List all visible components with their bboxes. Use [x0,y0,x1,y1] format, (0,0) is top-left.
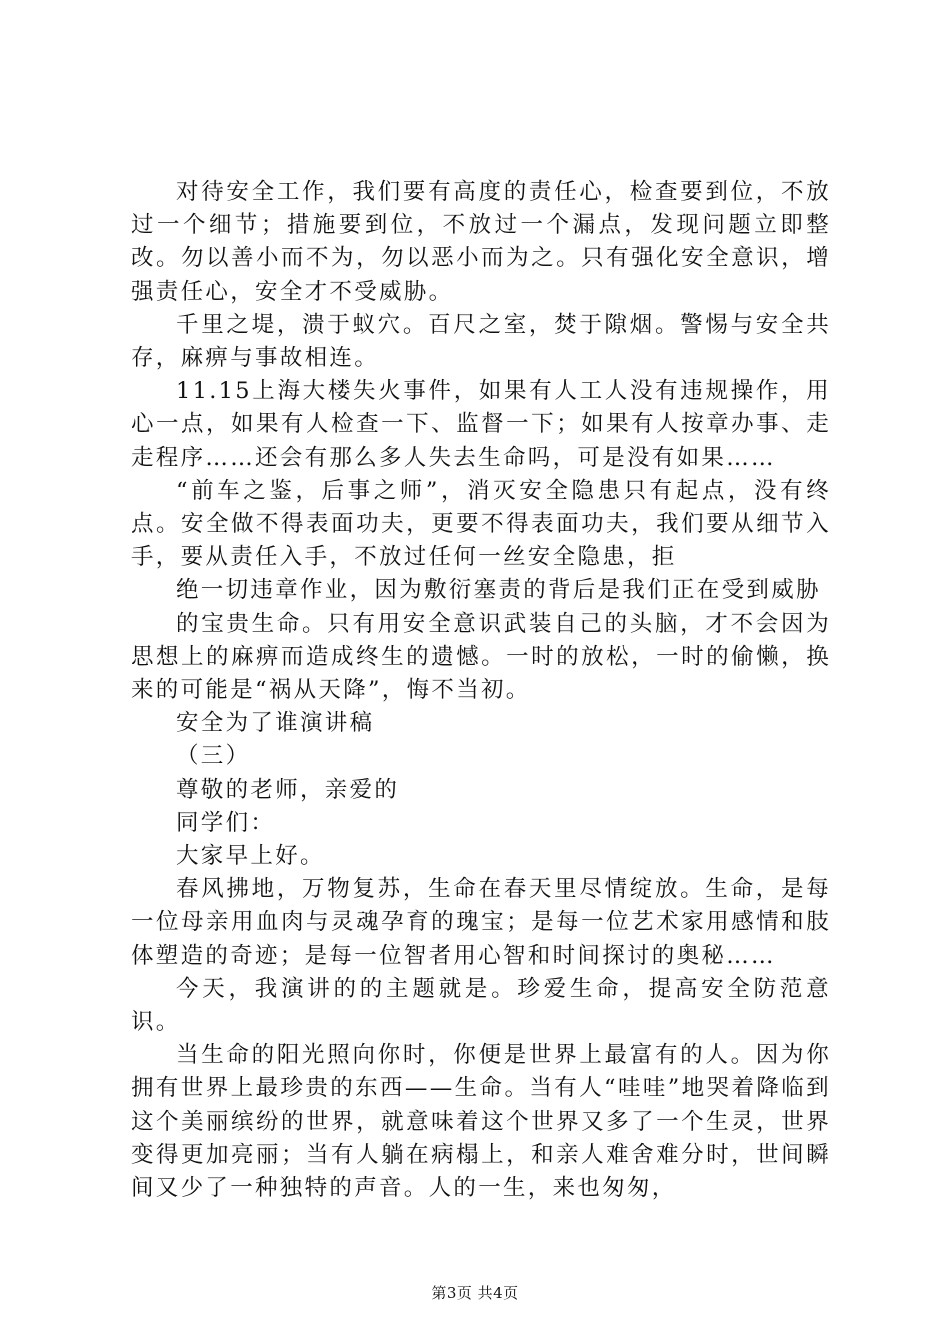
speech-title: 安全为了谁演讲稿 [176,710,375,737]
salutation-teachers: 尊敬的老师，亲爱的 [176,776,400,803]
paragraph-refuse-violation: 绝一切违章作业，因为敷衍塞责的背后是我们正在受到威胁 [176,577,821,604]
section-number: （三） [176,743,251,770]
paragraph-lesson: “前车之鉴，后事之师”，消灭安全隐患只有起点，没有终点。安全做不得表面功夫，更要不得表面功夫，我们要从细节入手，要从责任入手，不放过任何一丝安全隐患，拒 [131,477,831,571]
paragraph-spring: 春风拂地，万物复苏，生命在春天里尽情绽放。生命，是每一位母亲用血肉与灵魂孕育的瑰宝；是每一位艺术家用感情和肢体塑造的奇迹；是每一位智者用心智和时间探讨的奥秘…… [131,876,831,969]
page-footer: 第3页 共4页 [431,1284,519,1302]
paragraph-precious-life: 的宝贵生命。只有用安全意识武装自己的头脑，才不会因为思想上的麻痹而造成终生的遗憾。一时的放松，一时的偷懒，换来的可能是“祸从天降”，悔不当初。 [131,610,831,704]
body-text [131,176,831,1205]
paragraph-safety-responsibility: 对待安全工作，我们要有高度的责任心，检查要到位，不放过一个细节；措施要到位，不放过一个漏点，发现问题立即整改。勿以善小而不为，勿以恶小而为之。只有强化安全意识，增强责任心，安全才不受威胁。 [131,179,831,305]
paragraph-sunshine-of-life: 当生命的阳光照向你时，你便是世界上最富有的人。因为你拥有世界上最珍贵的东西——生命。当有人“哇哇”地哭着降临到这个美丽缤纷的世界，就意味着这个世界又多了一个生灵，世界变得更加亮丽；当有人躺在病榻上，和亲人难舍难分时，世间瞬间又少了一种独特的声音。人的一生，来也匆匆， [131,1042,831,1202]
paragraph-proverb: 千里之堤，溃于蚁穴。百尺之室，焚于隙烟。警惕与安全共存，麻痹与事故相连。 [131,311,831,372]
paragraph-topic: 今天，我演讲的的主题就是。珍爱生命，提高安全防范意识。 [131,975,831,1036]
greeting: 大家早上好。 [176,843,325,870]
salutation-students: 同学们： [176,809,276,836]
paragraph-shanghai-fire: 11.15上海大楼失火事件，如果有人工人没有违规操作，用心一点，如果有人检查一下、监督一下；如果有人按章办事、走走程序……还会有那么多人失去生命吗，可是没有如果…… [131,378,831,471]
